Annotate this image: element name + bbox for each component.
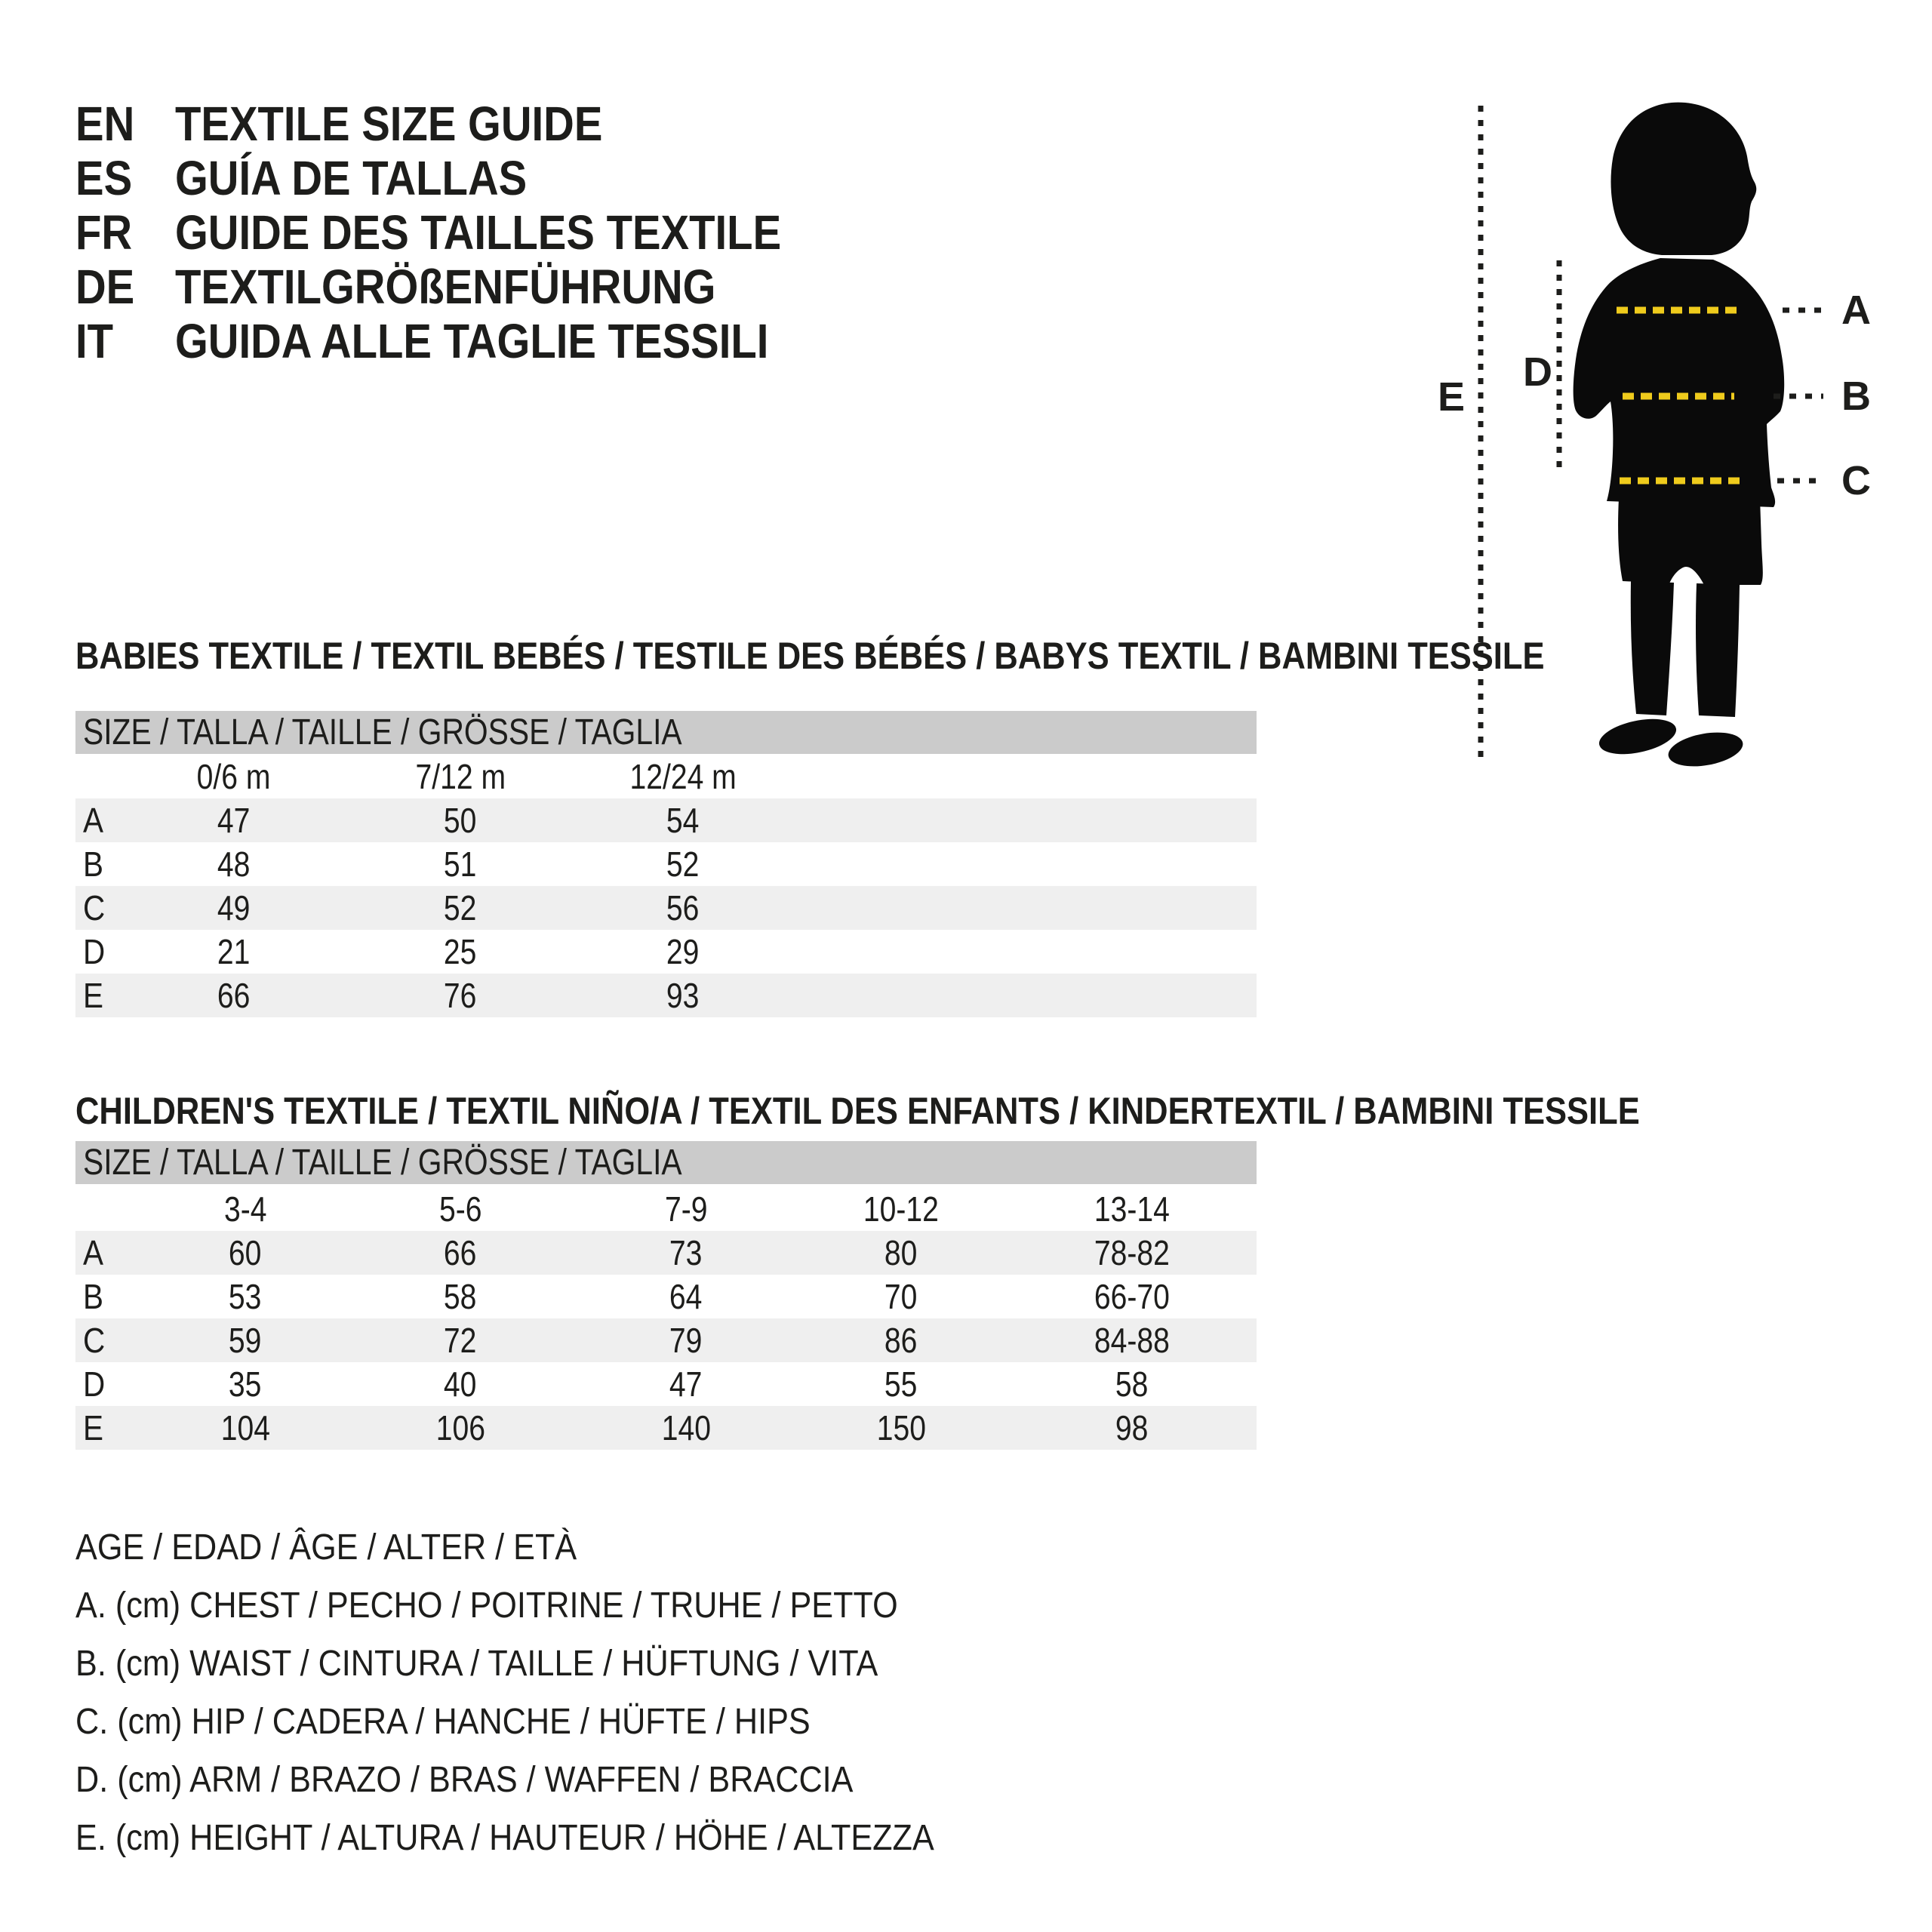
- guide-title: TEXTILGRÖßENFÜHRUNG: [175, 260, 716, 314]
- height-label: E: [1438, 374, 1466, 420]
- cell: 72: [444, 1321, 477, 1360]
- cell: 21: [217, 932, 251, 971]
- cell: 40: [444, 1364, 477, 1404]
- legend-line-arm: D. (cm) ARM / BRAZO / BRAS / WAFFEN / BRACCIA: [75, 1760, 854, 1800]
- cell: 60: [229, 1233, 262, 1272]
- column-header: 10-12: [863, 1189, 940, 1229]
- children-column-header-row: [75, 1186, 1257, 1231]
- cell: 56: [666, 888, 700, 928]
- measurement-legend: [75, 1518, 1029, 1867]
- cell: 78-82: [1094, 1233, 1171, 1272]
- table-row: [75, 1275, 1257, 1318]
- cell: 98: [1115, 1408, 1149, 1447]
- cell: 80: [884, 1233, 918, 1272]
- cell: 48: [217, 844, 251, 884]
- legend-line-height: E. (cm) HEIGHT / ALTURA / HAUTEUR / HÖHE / ALTEZZA: [75, 1818, 934, 1858]
- cell: 140: [661, 1408, 711, 1447]
- lang-row-de: [75, 260, 781, 314]
- cell: 58: [444, 1277, 477, 1316]
- cell: 35: [229, 1364, 262, 1404]
- cell: 66-70: [1094, 1277, 1171, 1316]
- lang-row-fr: [75, 205, 781, 260]
- table-row: [75, 798, 1257, 842]
- guide-title: GUIDA ALLE TAGLIE TESSILI: [175, 314, 769, 368]
- children-section-title: CHILDREN'S TEXTILE / TEXTIL NIÑO/A / TEXTIL DES ENFANTS / KINDERTEXTIL / BAMBINI TESSILE: [75, 1090, 1640, 1132]
- legend-line-age: AGE / EDAD / ÂGE / ALTER / ETÀ: [75, 1527, 577, 1567]
- cell: 64: [669, 1277, 703, 1316]
- children-size-table: [75, 1186, 1257, 1450]
- row-label: D: [83, 932, 106, 971]
- waist-label: B: [1841, 374, 1871, 419]
- cell: 49: [217, 888, 251, 928]
- column-header: 7/12 m: [415, 756, 506, 796]
- chest-label: A: [1841, 288, 1871, 333]
- babies-section-title: BABIES TEXTILE / TEXTIL BEBÉS / TESTILE DES BÉBÉS / BABYS TEXTIL / BAMBINI TESSILE: [75, 635, 1545, 677]
- lang-code: ES: [75, 151, 133, 205]
- column-header: 12/24 m: [629, 756, 737, 796]
- legend-line-waist: B. (cm) WAIST / CINTURA / TAILLE / HÜFTUNG / VITA: [75, 1644, 878, 1684]
- cell: 150: [876, 1408, 926, 1447]
- cell: 58: [1115, 1364, 1149, 1404]
- cell: 50: [444, 801, 477, 840]
- cell: 59: [229, 1321, 262, 1360]
- cell: 47: [217, 801, 251, 840]
- cell: 55: [884, 1364, 918, 1404]
- row-label: C: [83, 1321, 106, 1360]
- row-label: E: [83, 1408, 104, 1447]
- cell: 93: [666, 976, 700, 1015]
- row-label: A: [83, 801, 104, 840]
- cell: 104: [220, 1408, 270, 1447]
- row-label: A: [83, 1233, 104, 1272]
- cell: 66: [217, 976, 251, 1015]
- cell: 70: [884, 1277, 918, 1316]
- lang-code: EN: [75, 97, 135, 151]
- cell: 106: [435, 1408, 485, 1447]
- table-row: [75, 1318, 1257, 1362]
- column-header: 0/6 m: [197, 756, 271, 796]
- row-label: E: [83, 976, 104, 1015]
- cell: 53: [229, 1277, 262, 1316]
- cell: 76: [444, 976, 477, 1015]
- cell: 84-88: [1094, 1321, 1171, 1360]
- guide-title: TEXTILE SIZE GUIDE: [175, 97, 603, 151]
- lang-code: DE: [75, 260, 135, 314]
- cell: 86: [884, 1321, 918, 1360]
- lang-row-es: [75, 151, 781, 205]
- babies-size-table: [75, 754, 1257, 1017]
- cell: 51: [444, 844, 477, 884]
- arm-label: D: [1523, 349, 1552, 395]
- row-label: B: [83, 844, 104, 884]
- row-label: D: [83, 1364, 106, 1404]
- cell: 52: [444, 888, 477, 928]
- table-row: [75, 1406, 1257, 1450]
- children-size-header-bar: [75, 1141, 1257, 1184]
- table-row: [75, 886, 1257, 930]
- guide-title: GUÍA DE TALLAS: [175, 151, 528, 205]
- table-row: [75, 1362, 1257, 1406]
- lang-code: IT: [75, 314, 114, 368]
- column-header: 13-14: [1094, 1189, 1171, 1229]
- legend-line-chest: A. (cm) CHEST / PECHO / POITRINE / TRUHE / PETTO: [75, 1586, 898, 1626]
- lang-code: FR: [75, 205, 133, 260]
- cell: 52: [666, 844, 700, 884]
- row-label: B: [83, 1277, 104, 1316]
- cell: 54: [666, 801, 700, 840]
- guide-title: GUIDE DES TAILLES TEXTILE: [175, 205, 782, 260]
- cell: 47: [669, 1364, 703, 1404]
- cell: 66: [444, 1233, 477, 1272]
- table-row: [75, 930, 1257, 974]
- babies-size-header-bar: [75, 711, 1257, 754]
- cell: 79: [669, 1321, 703, 1360]
- column-header: 5-6: [438, 1189, 482, 1229]
- legend-line-hip: C. (cm) HIP / CADERA / HANCHE / HÜFTE / HIPS: [75, 1702, 811, 1742]
- cell: 29: [666, 932, 700, 971]
- column-header: 3-4: [223, 1189, 267, 1229]
- table-row: [75, 842, 1257, 886]
- size-header-label: SIZE / TALLA / TAILLE / GRÖSSE / TAGLIA: [83, 1143, 682, 1183]
- table-row: [75, 1231, 1257, 1275]
- table-row: [75, 974, 1257, 1017]
- lang-row-en: [75, 97, 781, 151]
- row-label: C: [83, 888, 106, 928]
- babies-column-header-row: [75, 754, 1257, 798]
- size-header-label: SIZE / TALLA / TAILLE / GRÖSSE / TAGLIA: [83, 712, 682, 752]
- lang-row-it: [75, 314, 781, 368]
- column-header: 7-9: [664, 1189, 708, 1229]
- cell: 73: [669, 1233, 703, 1272]
- child-measurement-diagram: [1396, 60, 1932, 800]
- language-title-list: [75, 97, 878, 368]
- cell: 25: [444, 932, 477, 971]
- hip-label: C: [1841, 458, 1871, 503]
